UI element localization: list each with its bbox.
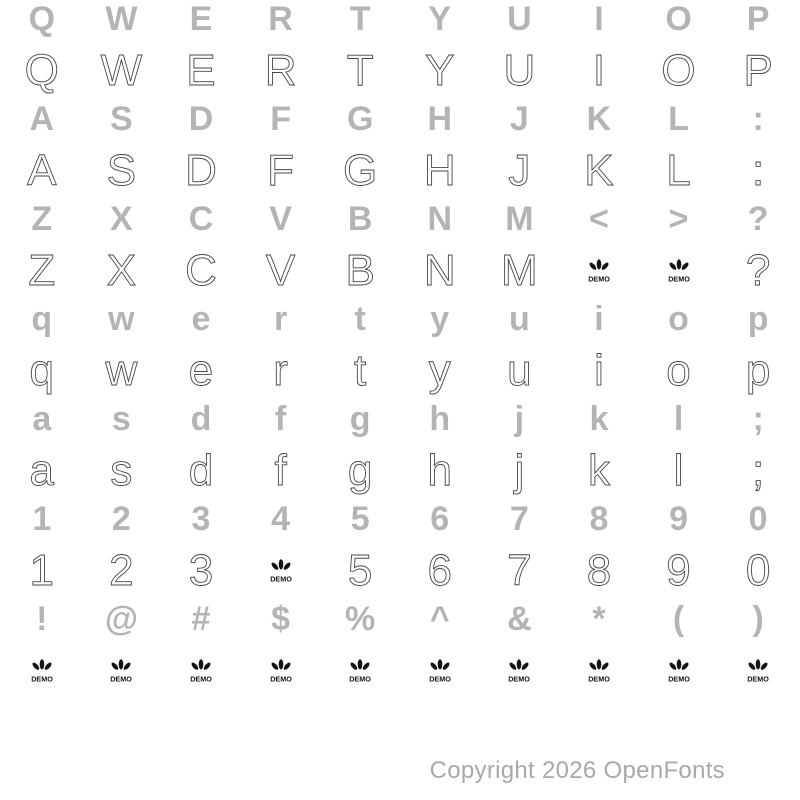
glyph-cell: G [346, 99, 374, 138]
demo-glyph [508, 657, 530, 684]
glyph-cell [718, 647, 798, 694]
glyph-cell: Z [31, 199, 53, 238]
glyph-cell: u [508, 299, 530, 338]
glyph-cell: C [188, 199, 214, 238]
glyph-cell: B [347, 199, 373, 238]
glyph-cell: ; [752, 399, 764, 438]
glyph-cell: d [188, 445, 214, 495]
glyph-row-pair [2, 500, 798, 600]
glyph-cell: W [100, 45, 143, 95]
glyph-cell: > [668, 199, 689, 238]
digits-row-reference [2, 500, 798, 547]
copyright-text: Copyright 2026 OpenFonts [429, 757, 725, 784]
glyph-cell: p [745, 345, 771, 395]
glyph-cell: H [423, 145, 456, 195]
demo-glyph [270, 657, 292, 684]
glyph-cell: k [589, 399, 609, 438]
svg-text:DEMO [588, 675, 610, 684]
glyph-cell [2, 647, 82, 694]
glyph-cell: q [29, 345, 55, 395]
lowercase-top-row-demo [2, 347, 798, 400]
glyph-cell: T [349, 0, 371, 38]
lowercase-top-row-reference [2, 300, 798, 347]
glyph-cell [161, 647, 241, 694]
glyph-cell: # [191, 599, 211, 638]
glyph-row-pair [2, 200, 798, 300]
glyph-cell: 5 [350, 499, 370, 538]
glyph-cell: p [747, 299, 769, 338]
glyph-cell: ( [672, 599, 685, 638]
glyph-cell: X [110, 199, 133, 238]
glyph-cell: S [106, 145, 137, 195]
glyph-cell: E [189, 0, 213, 38]
symbols-row-demo [2, 647, 798, 700]
glyph-cell: 0 [745, 545, 771, 595]
glyph-cell: r [273, 345, 288, 395]
glyph-cell: w [108, 299, 135, 338]
glyph-cell [559, 247, 639, 294]
glyph-cell: r [273, 299, 288, 338]
glyph-cell [559, 647, 639, 694]
glyph-cell: & [507, 599, 532, 638]
glyph-cell: D [185, 145, 217, 195]
glyph-cell: K [586, 99, 612, 138]
glyph-cell: P [746, 0, 770, 38]
glyph-cell: : [752, 145, 765, 195]
glyph-cell: q [31, 299, 53, 338]
glyph-cell: R [268, 0, 293, 38]
glyph-cell: 8 [586, 545, 612, 595]
glyph-cell: ? [747, 199, 769, 238]
glyph-cell: 1 [29, 545, 55, 595]
uppercase-top-row-reference [2, 0, 798, 47]
svg-text:DEMO [270, 675, 292, 684]
glyph-cell: @ [104, 599, 138, 638]
glyph-cell: d [190, 399, 212, 438]
glyph-cell: u [507, 345, 532, 395]
demo-glyph [588, 257, 610, 284]
glyph-cell: L [668, 99, 689, 138]
glyph-cell [320, 647, 400, 694]
glyph-cell: P [743, 45, 773, 95]
glyph-cell: D [188, 99, 214, 138]
glyph-cell: 2 [109, 545, 134, 595]
glyph-cell: * [592, 599, 606, 638]
glyph-cell [82, 647, 162, 694]
glyph-cell: f [274, 399, 287, 438]
glyph-cell: U [503, 45, 536, 95]
demo-glyph [190, 657, 212, 684]
glyph-cell: 3 [188, 545, 214, 595]
glyph-cell: o [666, 345, 691, 395]
glyph-cell: : [752, 99, 764, 138]
glyph-cell: 5 [347, 545, 373, 595]
uppercase-bottom-row-reference [2, 200, 798, 247]
glyph-cell: E [186, 45, 216, 95]
glyph-cell: T [346, 45, 374, 95]
glyph-cell [241, 547, 321, 594]
glyph-cell: i [594, 345, 604, 395]
glyph-cell: t [354, 345, 367, 395]
svg-text:DEMO [747, 675, 769, 684]
glyph-cell: I [592, 45, 606, 95]
glyph-cell: f [274, 445, 287, 495]
glyph-cell: g [349, 399, 371, 438]
glyph-cell: t [354, 299, 366, 338]
demo-glyph [668, 257, 690, 284]
glyph-cell: U [507, 0, 532, 38]
glyph-cell: ? [745, 245, 771, 295]
glyph-cell: y [430, 299, 450, 338]
glyph-cell: N [427, 199, 453, 238]
demo-glyph [110, 657, 132, 684]
glyph-cell: $ [271, 599, 291, 638]
symbols-row-reference [2, 600, 798, 647]
uppercase-top-row-demo [2, 47, 798, 100]
glyph-cell: 6 [430, 499, 450, 538]
glyph-cell: B [345, 245, 375, 295]
glyph-cell: Y [425, 45, 455, 95]
glyph-row-pair [2, 100, 798, 200]
glyph-cell: h [429, 399, 451, 438]
glyph-cell [639, 647, 719, 694]
glyph-cell: Q [24, 45, 59, 95]
glyph-cell: Z [28, 245, 56, 295]
glyph-cell: k [587, 445, 610, 495]
svg-text:DEMO [190, 675, 212, 684]
lowercase-home-row-reference [2, 400, 798, 447]
glyph-cell: o [668, 299, 689, 338]
glyph-cell: 8 [589, 499, 609, 538]
svg-text:DEMO [668, 675, 690, 684]
svg-text:DEMO [270, 575, 292, 584]
lowercase-home-row-demo [2, 447, 798, 500]
glyph-cell: J [508, 145, 531, 195]
svg-text:DEMO [588, 275, 610, 284]
glyph-cell: ) [752, 599, 764, 638]
glyph-cell: F [267, 145, 295, 195]
uppercase-bottom-row-demo [2, 247, 798, 300]
demo-glyph [588, 657, 610, 684]
glyph-cell: X [106, 245, 137, 295]
glyph-grid [2, 0, 798, 700]
glyph-cell: j [514, 399, 525, 438]
glyph-cell: g [347, 445, 373, 495]
glyph-cell: a [32, 399, 52, 438]
glyph-cell: L [666, 145, 691, 195]
glyph-cell: A [29, 99, 55, 138]
glyph-cell: i [594, 299, 604, 338]
glyph-cell: O [665, 0, 692, 38]
glyph-cell: M [501, 245, 538, 295]
glyph-cell: l [673, 445, 684, 495]
glyph-cell: S [110, 99, 133, 138]
glyph-cell: F [270, 99, 291, 138]
uppercase-home-row-reference [2, 100, 798, 147]
glyph-cell: ^ [429, 599, 450, 638]
glyph-cell: M [505, 199, 534, 238]
uppercase-home-row-demo [2, 147, 798, 200]
glyph-cell: y [428, 345, 451, 395]
glyph-row-pair [2, 300, 798, 400]
glyph-cell: h [427, 445, 452, 495]
glyph-cell: w [105, 345, 138, 395]
glyph-cell: s [110, 445, 133, 495]
glyph-cell [241, 647, 321, 694]
glyph-cell: l [673, 399, 684, 438]
svg-text:DEMO [111, 675, 133, 684]
glyph-row-pair [2, 600, 798, 700]
glyph-cell: 2 [111, 499, 131, 538]
glyph-cell: 7 [507, 545, 532, 595]
demo-glyph [429, 657, 451, 684]
glyph-cell: 9 [666, 545, 691, 595]
glyph-cell: e [188, 345, 214, 395]
demo-glyph [747, 657, 769, 684]
glyph-cell: A [27, 145, 57, 195]
glyph-cell: < [589, 199, 609, 238]
glyph-cell: % [345, 599, 376, 638]
glyph-cell: G [343, 145, 378, 195]
digits-row-demo [2, 547, 798, 600]
demo-glyph [31, 657, 53, 684]
glyph-row-pair [2, 400, 798, 500]
glyph-cell [400, 647, 480, 694]
demo-glyph [270, 557, 292, 584]
glyph-cell: O [661, 45, 696, 95]
glyph-cell: e [191, 299, 211, 338]
glyph-cell: 4 [271, 499, 291, 538]
glyph-cell: 3 [191, 499, 211, 538]
glyph-cell: 6 [427, 545, 452, 595]
glyph-cell: J [509, 99, 529, 138]
glyph-cell: R [264, 45, 297, 95]
glyph-cell [480, 647, 560, 694]
glyph-cell: 0 [748, 499, 768, 538]
svg-text:DEMO [509, 675, 531, 684]
glyph-cell: K [584, 145, 614, 195]
glyph-cell: I [594, 0, 604, 38]
svg-text:DEMO [31, 675, 53, 684]
glyph-cell: C [185, 245, 217, 295]
glyph-cell: V [265, 245, 296, 295]
glyph-cell: N [423, 245, 456, 295]
glyph-cell: j [514, 445, 525, 495]
glyph-cell: Y [428, 0, 452, 38]
demo-glyph [349, 657, 371, 684]
glyph-cell: 7 [509, 499, 529, 538]
svg-text:DEMO [429, 675, 451, 684]
glyph-cell: Q [28, 0, 56, 38]
svg-text:DEMO [668, 275, 690, 284]
glyph-row-pair [2, 0, 798, 100]
glyph-cell: ! [36, 599, 48, 638]
glyph-cell: s [111, 399, 131, 438]
glyph-cell: 1 [32, 499, 52, 538]
glyph-cell: 9 [669, 499, 688, 538]
svg-text:DEMO [349, 675, 371, 684]
demo-glyph [668, 657, 690, 684]
glyph-cell: H [427, 99, 453, 138]
glyph-cell: ; [752, 445, 765, 495]
glyph-cell: V [269, 199, 292, 238]
glyph-cell [639, 247, 719, 294]
glyph-cell: W [105, 0, 138, 38]
glyph-cell: a [29, 445, 55, 495]
